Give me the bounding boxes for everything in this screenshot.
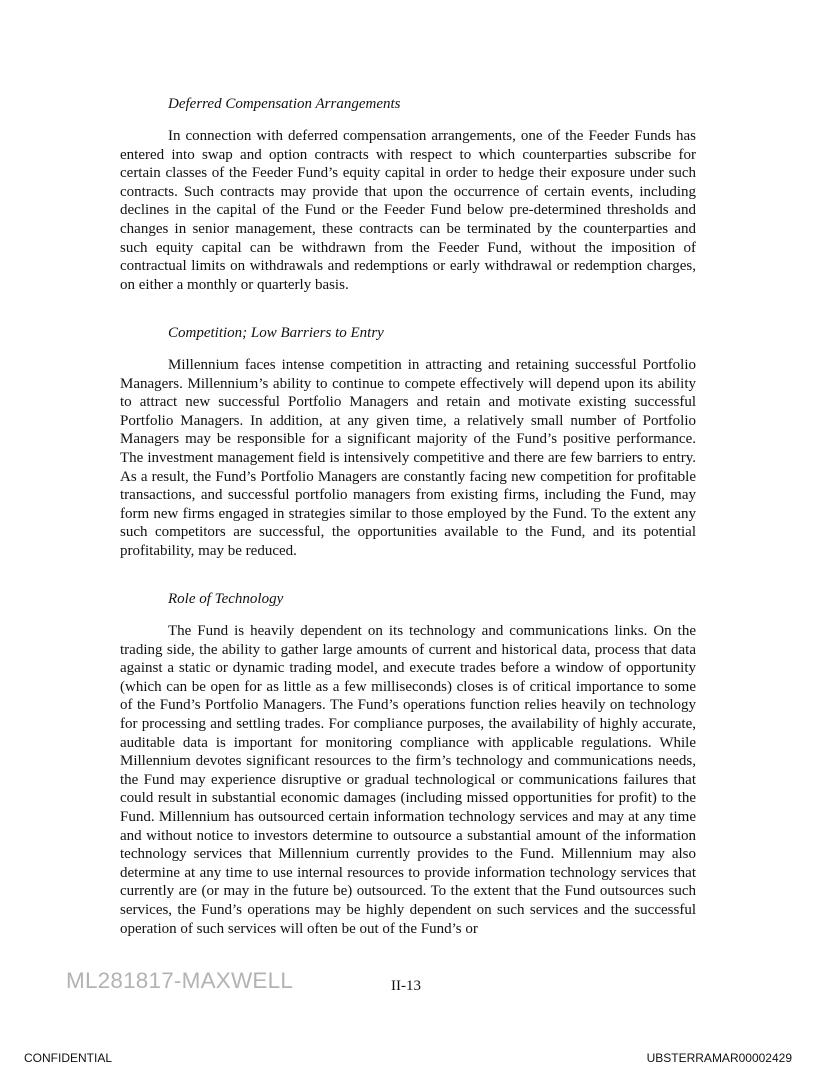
section-heading-competition: Competition; Low Barriers to Entry bbox=[168, 325, 384, 341]
section-body-competition: Millennium faces intense competition in attracting and retaining successful Portfolio Managers. Millennium’s ability to continue to compete effectively will depend upon its ability to attract new successful Portfolio Managers and retain and motivate existing successful Portfolio Managers. In addition, at any given time, a relatively small number of Portfolio Managers may be responsible for a significant majority of the Fund’s positive performance. The investment management field is intensively competitive and there are few barriers to entry. As a result, the Fund’s Portfolio Managers are constantly facing new competition for profitable transactions, and successful portfolio managers from existing firms, including the Fund, may form new firms engaged in strategies similar to those employed by the Fund. To the extent any such competitors are successful, the opportunities available to the Fund, and its potential profitability, may be reduced. bbox=[120, 357, 696, 559]
section-heading-deferred-compensation: Deferred Compensation Arrangements bbox=[168, 96, 401, 112]
confidential-label: CONFIDENTIAL bbox=[24, 1051, 113, 1065]
section-body-deferred-compensation: In connection with deferred compensation arrangements, one of the Feeder Funds has entered into swap and option contracts with respect to which counterparties subscribe for certain classes of the Feeder Fund’s equity capital in order to hedge their exposure under such contracts. Such contracts may provide that upon the occurrence of certain events, including declines in the capital of the Fund or the Feeder Fund below pre-determined thresholds and changes in senior management, these contracts can be terminated by the counterparties and such equity capital can be withdrawn from the Feeder Fund, without the imposition of contractual limits on withdrawals and redemptions or early withdrawal or redemption charges, on either a monthly or quarterly basis. bbox=[120, 128, 696, 293]
section-heading-technology: Role of Technology bbox=[168, 591, 284, 607]
page-number: II-13 bbox=[391, 978, 421, 994]
bates-stamp: ML281817-MAXWELL bbox=[66, 968, 294, 993]
section-body-technology: The Fund is heavily dependent on its technology and communications links. On the trading side, the ability to gather large amounts of current and historical data, process that data against a static or dynamic trading model, and execute trades before a window of opportunity (which can be open for as little as a few milliseconds) closes is of critical importance to some of the Fund’s Portfolio Managers. The Fund’s operations function relies heavily on technology for processing and settling trades. For compliance purposes, the availability of highly accurate, auditable data is important for monitoring compliance with applicable regulations. While Millennium devotes significant resources to the firm’s technology and communications needs, the Fund may experience disruptive or gradual technological or communications failures that could result in substantial economic damages (including missed opportunities for profit) to the Fund. Millennium has outsourced certain information technology services and may at any time and without notice to investors determine to outsource a substantial amount of the information technology services that Millennium currently provides to the Fund. Millennium may also determine at any time to use internal resources to provide information technology services that currently are (or may in the future be) outsourced. To the extent that the Fund outsources such services, the Fund’s operations may be highly dependent on such services and the successful operation of such services will often be out of the Fund’s or bbox=[120, 623, 696, 937]
control-number: UBSTERRAMAR00002429 bbox=[646, 1051, 792, 1065]
